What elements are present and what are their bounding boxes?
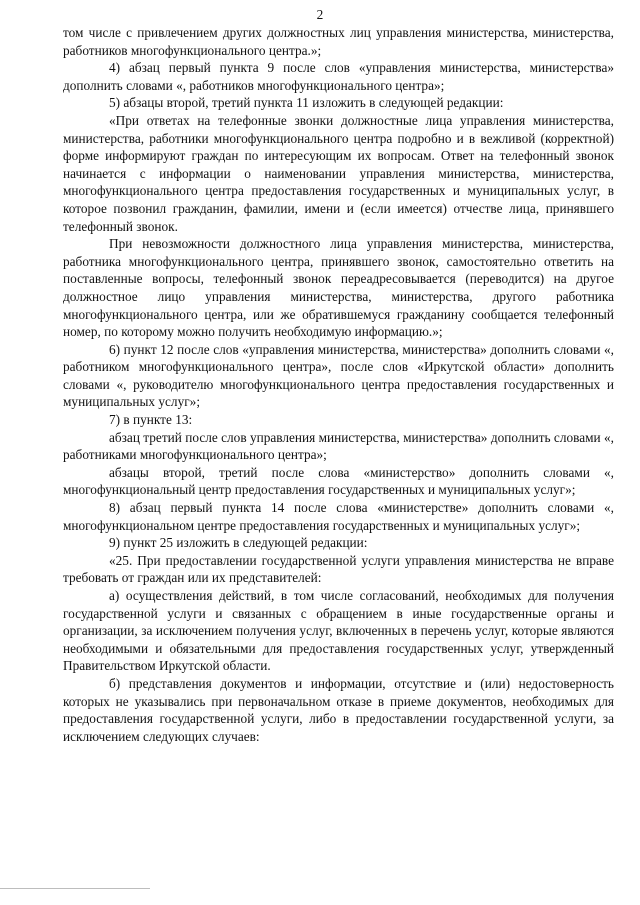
- page-number: 2: [316, 7, 324, 22]
- paragraph-subitem-b: б) представления документов и информации, отсутствие и (или) недостоверность которых не указывались при первоначальном отказе в приеме документов, необходимых для предоставления государственной услуги, либо в предоставлении государственной услуги, за исключением следующих случаев:: [63, 675, 614, 744]
- paragraph-subitem-a: а) осуществления действий, в том числе согласований, необходимых для получения государственной услуги и связанных с обращением в иные государственные органы и организации, за исключением получения услуг, включенных в перечень услуг, которые являются необходимыми и обязательными для предоставления государственных услуг, утвержденный Правительством Иркутской области.: [63, 588, 614, 674]
- paragraph-item-4: 4) абзац первый пункта 9 после слов «управления министерства, министерства» дополнить словами «, работников многофункционального центра»;: [63, 60, 614, 93]
- paragraph-quote-redirect: При невозможности должностного лица управления министерства, министерства, работника многофункционального центра, принявшего звонок, самостоятельно ответить на поставленные вопросы, телефонный звонок переадресовывается (переводится) на другое должностное лицо управления министерства, министерства, другого работника многофункционального центра, или же обратившемуся гражданину сообщается телефонный номер, по которому можно получить необходимую информацию.»;: [63, 236, 614, 340]
- paragraph-item-7-third: абзац третий после слов управления министерства, министерства» дополнить словами «, работниками многофункционального центра»;: [63, 429, 614, 463]
- paragraph-quote-phone-answers: «При ответах на телефонные звонки должностные лица управления министерства, министерства, работники многофункционального центра подробно и в вежливой (корректной) форме информируют граждан по интересующим их вопросам. Ответ на телефонный звонок начинается с информации о наименовании управления министерства, министерства, многофункционального центра предоставления государственных и муниципальных услуг, в которое позвонил гражданин, фамилии, имени и (если имеется) отчестве лица, принявшего телефонный звонок.: [63, 112, 614, 234]
- footer-divider: [0, 888, 150, 889]
- paragraph-item-5: 5) абзацы второй, третий пункта 11 изложить в следующей редакции:: [109, 95, 504, 111]
- paragraph-item-7: 7) в пункте 13:: [109, 412, 193, 428]
- document-body: [63, 24, 614, 745]
- paragraph-continuation: том числе с привлечением других должностных лиц управления министерства, министерства, работников многофункционального центра.»;: [63, 25, 614, 58]
- paragraph-item-8: 8) абзац первый пункта 14 после слова «министерстве» дополнить словами «, многофункциональном центре предоставления государственных и муниципальных услуг»;: [63, 500, 614, 533]
- paragraph-item-6: 6) пункт 12 после слов «управления министерства, министерства» дополнить словами «, работником многофункционального центра», после слов «Иркутской области» дополнить словами «, руководителю многофункционального центра предоставления государственных и муниципальных услуг»;: [63, 341, 614, 410]
- paragraph-quote-25: «25. При предоставлении государственной услуги управления министерства не вправе требовать от граждан или их представителей:: [63, 552, 614, 586]
- paragraph-item-9: 9) пункт 25 изложить в следующей редакции:: [109, 535, 368, 551]
- paragraph-item-7-second-third: абзацы второй, третий после слова «министерство» дополнить словами «, многофункциональный центр предоставления государственных и муниципальных услуг»;: [63, 464, 614, 498]
